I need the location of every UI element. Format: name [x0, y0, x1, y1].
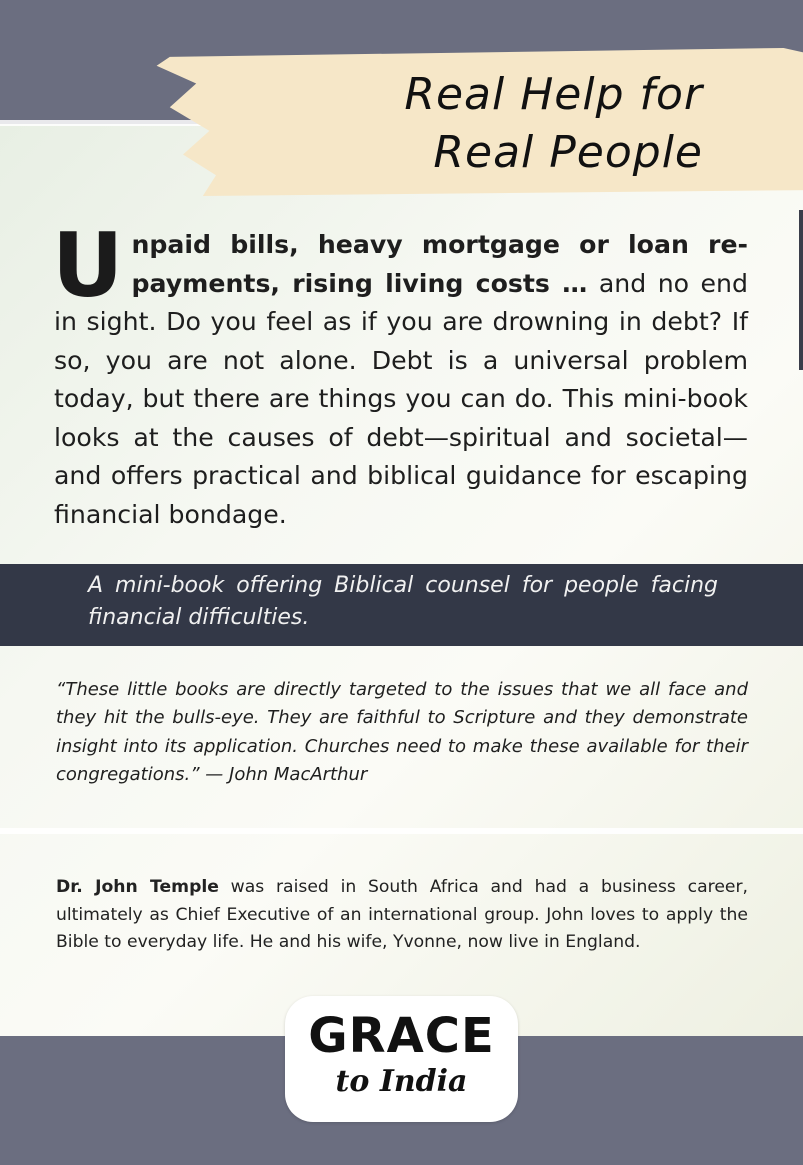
intro-body: and no end in sight. Do you feel as if you are drowning in debt? If so, you are not alone. Debt is a universal problem today, but there are things you can do. This mini-book looks at the causes of debt—spiritual and societal—and offers practical and biblical guidance for escaping financial bondage.: [54, 268, 748, 529]
tagline: A mini-book offering Biblical counsel for people facing financial difficulties.: [88, 573, 718, 630]
author-bio-text: was raised in South Africa and had a business career, ultimately as Chief Executive of an international group. John loves to apply the Bible to everyday life. He and his wife, Yvonne, now live in England.: [56, 877, 748, 952]
endorsement-quote: “These little books are directly targeted to the issues that we all face and they hit the bulls-eye. They are faithful to Scripture and they demonstrate insight into its application. Churches need to make these available for their congregations.” — John MacArthur: [56, 679, 748, 785]
intro-paragraph: [52, 214, 748, 534]
logo-sub-text: to India: [335, 1064, 468, 1099]
intro-bold-lead: npaid bills, heavy mortgage or loan re-payments, rising living costs …: [131, 230, 748, 298]
right-edge-tab: [799, 210, 803, 370]
banner-title-line-2: Real People: [433, 127, 703, 178]
logo-main-text: GRACE: [308, 1008, 495, 1064]
banner-title: [263, 66, 703, 182]
section-divider: [0, 828, 803, 834]
publisher-logo: [285, 996, 518, 1122]
drop-cap: U: [52, 214, 124, 317]
author-name: Dr. John Temple: [56, 877, 219, 897]
author-bio: [56, 874, 748, 957]
banner-title-line-1: Real Help for: [404, 69, 703, 120]
